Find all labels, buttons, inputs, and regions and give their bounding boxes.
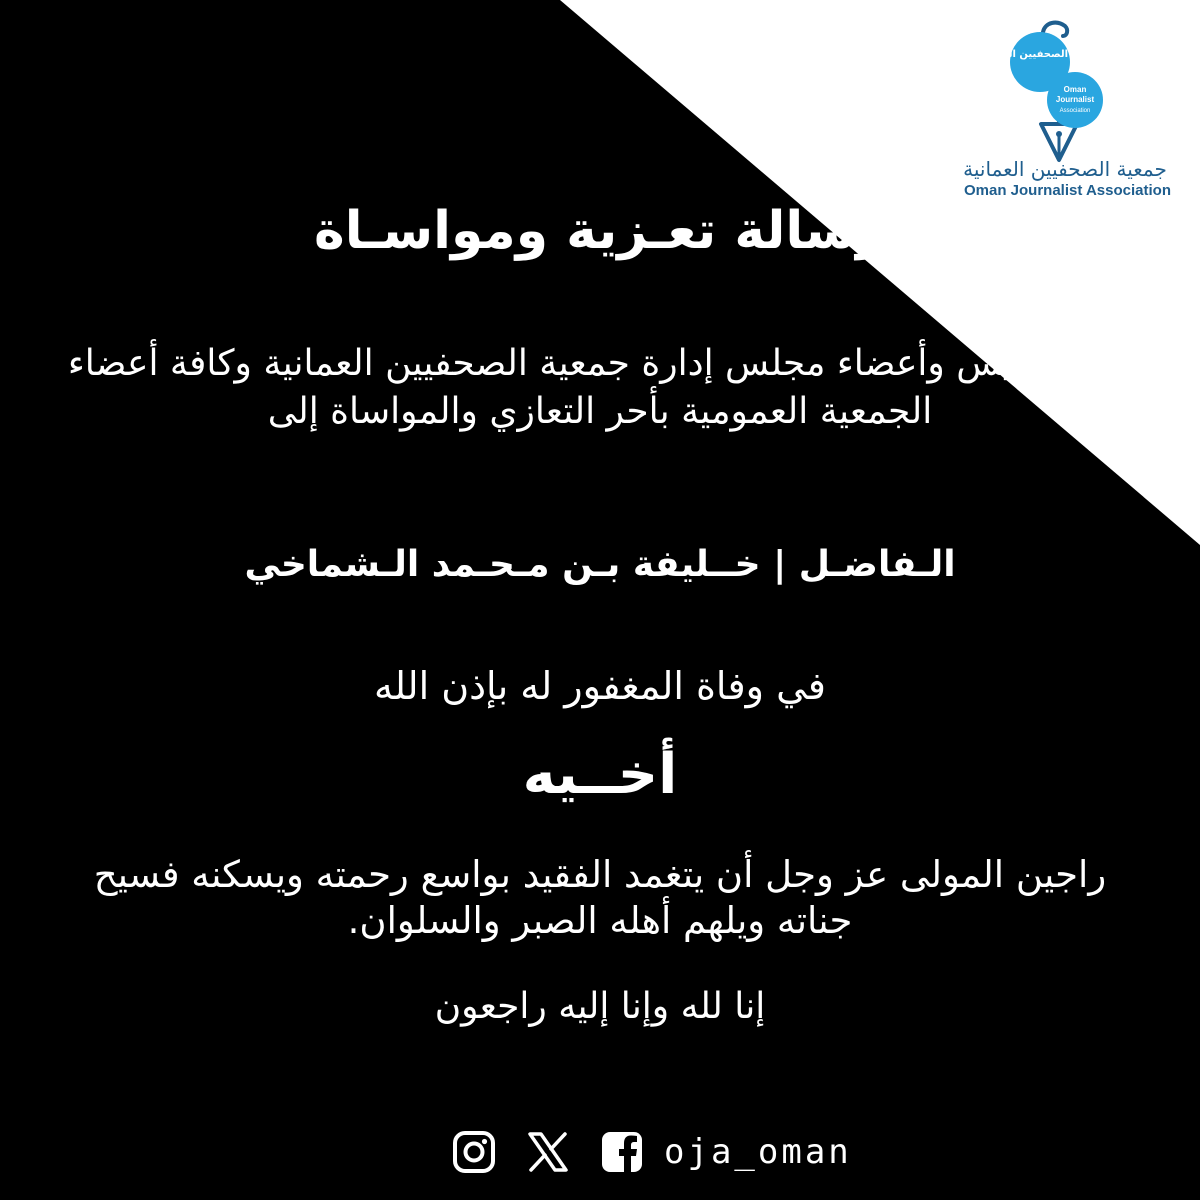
- instagram-icon[interactable]: [450, 1128, 498, 1176]
- social-handle[interactable]: oja_oman: [664, 1132, 852, 1172]
- relation-label: أخــيه: [522, 742, 678, 807]
- brand-name-arabic: جمعية الصحفيين العمانية: [963, 157, 1167, 181]
- facebook-icon[interactable]: [598, 1128, 646, 1176]
- prayer-text: راجين المولى عز وجل أن يتغمد الفقيد بواسع رحمته ويسكنه فسيح جناته ويلهم أهله الصبر والسلوان.: [93, 853, 1107, 942]
- x-icon[interactable]: [524, 1128, 572, 1176]
- social-footer: [450, 1122, 870, 1182]
- closing-text: إنا لله وإنا إليه راجعون: [434, 986, 766, 1027]
- badge-ar-text: جمعية الصحفيين العمانية: [978, 49, 1102, 60]
- badge-en-line1: Oman: [1063, 85, 1087, 94]
- badge-en-line3: Association: [1059, 108, 1091, 114]
- badge-en-line2: Journalist: [1055, 95, 1095, 104]
- death-note: في وفاة المغفور له بإذن الله: [374, 664, 826, 708]
- message-title: رسالة تعـزية ومواسـاة: [314, 201, 886, 261]
- brand-name-english: Oman Journalist Association: [964, 182, 1171, 199]
- message-intro: يتقدم رئيس وأعضاء مجلس إدارة جمعية الصحفيين العمانية وكافة أعضاء الجمعية العمومية بأحر التعازي والمواساة إلى: [67, 343, 1133, 432]
- recipient-name: الـفاضـل | خــليفة بـن مـحـمد الـشماخي: [244, 544, 956, 585]
